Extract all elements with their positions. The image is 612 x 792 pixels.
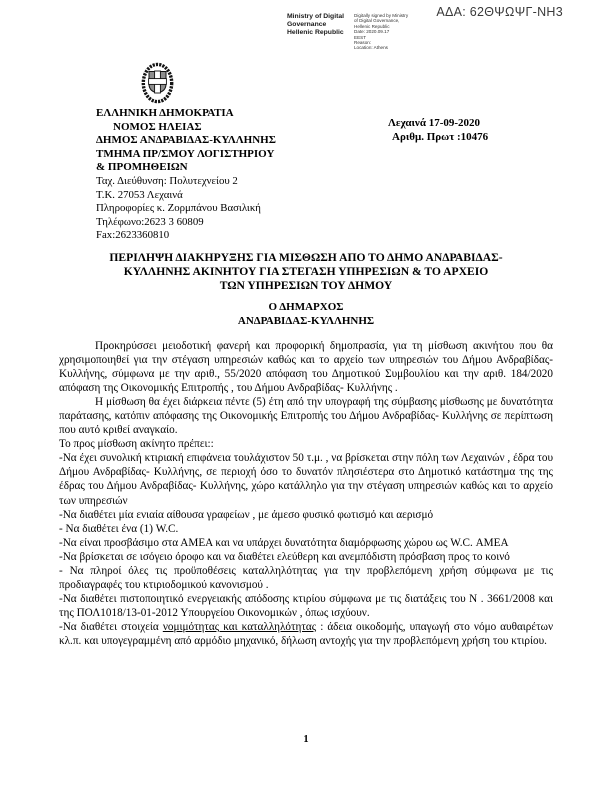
org-line-prefecture: ΝΟΜΟΣ ΗΛΕΙΑΣ [113,120,202,133]
org-line-municipality: ΔΗΜΟΣ ΑΝΔΡΑΒΙΔΑΣ-ΚΥΛΛΗΝΗΣ [96,134,276,147]
requirement-item: -Να διαθέτει μία ενιαία αίθουσα γραφείων , με άμεσο φυσικό φωτισμό και αερισμό [59,508,434,521]
subtitle-municipality: ΑΝΔΡΑΒΙΔΑΣ-ΚΥΛΛΗΝΗΣ [237,314,375,327]
ministry-line: Ministry of Digital [287,13,345,20]
hellenic-republic-emblem-icon [139,61,176,112]
paragraph-announcement: Προκηρύσσει μειοδοτική φανερή και προφορική δημοπρασία, για τη μίσθωση ακινήτου που θα χρησιμοποιηθεί για την στέγαση υπηρεσιών καθώς και το αρχείο των υπηρεσιών του Δήμου Ανδραβίδας- Κυλλήνης, σύμφωνα με την αριθ., 55/2020 απόφαση του Δημοτικού Συμβουλίου και την αριθ. 184/2020 απόφαση της Οικονομικής Επιτροπής , του Δήμου Ανδραβίδας- Κυλλήνης . [59,340,553,395]
ministry-name [287,13,349,51]
document-subtitle [61,301,551,329]
digital-signature-stamp [287,13,414,51]
issuing-authority-block [96,107,276,175]
document-body [59,339,553,648]
requirement-item [59,620,553,648]
requirement-text-pre: -Να διαθέτει στοιχεία [59,620,163,633]
requirement-item: -Να έχει συνολική κτιριακή επιφάνεια τουλάχιστον 50 τ.μ. , να βρίσκεται στην πόλη των Λεχαινών , έδρα του Δήμου Ανδραβίδας- Κυλλήνης, σε περιοχή όσο το δυνατόν πλησιέστερα στο Δημοτικό κατάστημα της της έδρας του Δήμου Ανδραβίδας- Κυλλήνης, χώρο κατάλληλο για την στέγαση υπηρεσιών καθώς και το αρχείο των υπηρεσιών [59,452,553,507]
page-number: 1 [303,734,309,745]
document-title [61,251,551,294]
signature-line: EEST [354,34,366,40]
requirement-item: - Να διαθέτει ένα (1) W.C. [59,522,179,535]
title-line: ΚΥΛΛΗΝΗΣ ΑΚΙΝΗΤΟΥ ΓΙΑ ΣΤΕΓΑΣΗ ΥΠΗΡΕΣΙΩΝ & ΤΟ ΑΡΧΕΙΟ [123,265,489,279]
contact-fax: Fax:2623360810 [96,229,170,242]
ada-code: ΑΔΑ: 62ΘΨΩΨΓ-ΝΗ3 [436,5,563,19]
ministry-line: Hellenic Republic [287,29,344,37]
requirement-text-underlined: νομιμότητας και καταλληλότητας [162,620,317,633]
signature-details [354,13,414,51]
signature-line: Reason: [354,40,372,46]
date-protocol-block [388,116,488,144]
signature-line: Hellenic Republic [354,23,390,29]
document-date: Λεχαινά 17-09-2020 [388,117,481,129]
requirement-item: -Να είναι προσβάσιμο στα ΑΜΕΑ και να υπάρχει δυνατότητα διαμόρφωσης χώρου ως W.C. ΑΜΕΑ [59,536,509,549]
org-line-department: ΤΜΗΜΑ ΠΡ/ΣΜΟΥ ΛΟΓΙΣΤΗΡΙΟΥ [96,147,275,160]
requirements-intro: Το προς μίσθωση ακίνητο πρέπει:: [59,438,214,451]
subtitle-mayor: Ο ΔΗΜΑΡΧΟΣ [268,301,344,313]
contact-person: Πληροφορίες κ. Ζορμπάνου Βασιλική [96,202,261,215]
title-line: ΠΕΡΙΛΗΨΗ ΔΙΑΚΗΡΥΞΗΣ ΓΙΑ ΜΙΣΘΩΣΗ ΑΠΟ ΤΟ ΔΗΜΟ ΑΝΔΡΑΒΙΔΑΣ- [109,251,503,264]
org-line-republic: ΕΛΛΗΝΙΚΗ ΔΗΜΟΚΡΑΤΙΑ [96,107,234,119]
requirement-text-post: : άδεια οικοδομής, υπαγωγή στο νόμο αυθαιρέτων κλ.π. και υπογεγραμμένη από αρμόδιο μηχανικό, δήλωση αντοχής για την προβλεπόμενη χρήση του κτιρίου. [59,620,554,647]
title-line: ΤΩΝ ΥΠΗΡΕΣΙΩΝ ΤΟΥ ΔΗΜΟΥ [219,279,393,293]
contact-phone: Τηλέφωνο:2623 3 60809 [96,215,204,228]
contact-details-block [96,175,261,243]
paragraph-lease-duration: Η μίσθωση θα έχει διάρκεια πέντε (5) έτη από την υπογραφή της σύμβασης μίσθωσης με δυνατότητα παράτασης, κατόπιν απόφασης της Οικονομικής Επιτροπής του Δήμου Ανδραβίδας- Κυλλήνης σε περίπτωση που αυτό κριθεί αναγκαίο. [59,396,553,437]
signature-line: of Digital Governance, [354,18,400,24]
contact-address: Ταχ. Διεύθυνση: Πολυτεχνείου 2 [96,175,238,187]
org-line-department2: & ΠΡΟΜΗΘΕΙΩΝ [96,161,188,174]
contact-postcode: Τ.Κ. 27053 Λεχαινά [96,188,183,201]
signature-line: Location: Athens [354,45,388,51]
protocol-number: Αριθμ. Πρωτ :10476 [392,131,489,143]
requirement-item: - Να πληροί όλες τις προϋποθέσεις καταλληλότητας για την προβλεπόμενη χρήση σύμφωνα με τις προδιαγραφές του κτιριοδομικού κανονισμού . [59,564,553,591]
requirement-item: -Να διαθέτει πιστοποιητικό ενεργειακής απόδοσης κτιρίου σύμφωνα με τις διατάξεις του Ν . 3661/2008 και της ΠΟΛ1018/13-01-2012 Υπουργείου Οικονομικών , όπως ισχύουν. [59,592,553,619]
signature-line: Digitally signed by Ministry [354,13,409,18]
signature-line: Date: 2020.09.17 [354,29,390,35]
ministry-line: Governance [287,21,327,29]
requirement-item: -Να βρίσκεται σε ισόγειο όροφο και να διαθέτει ελεύθερη και ανεμπόδιστη πρόσβαση προς το κοινό [59,550,510,563]
